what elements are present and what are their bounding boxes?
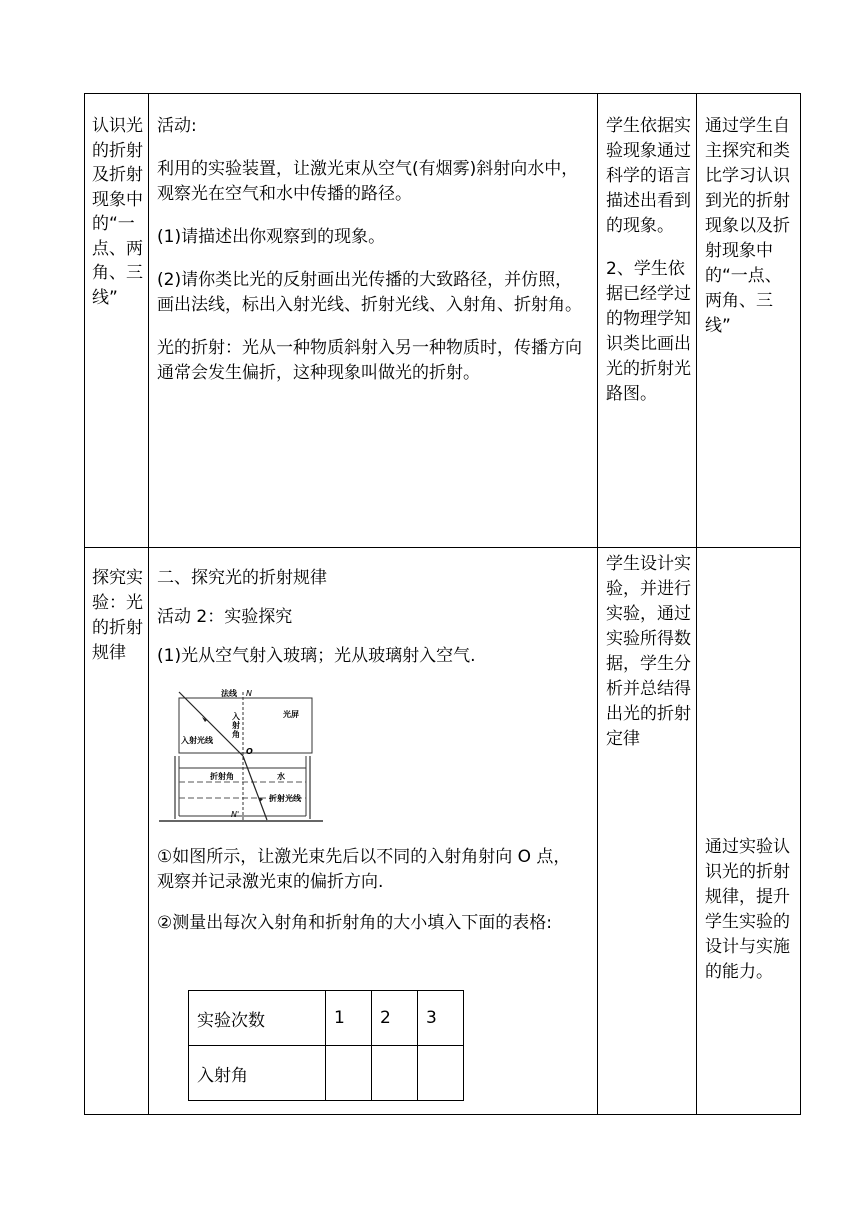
figure-incident-angle-label: 入射角 bbox=[232, 712, 240, 739]
row2-intent: 通过实验认识光的折射规律，提升学生实验的设计与实施的能力。 bbox=[705, 837, 790, 982]
row1-student bbox=[606, 114, 692, 407]
row1-topic: 认识光的折射及折射现象中的“一点、两角、三线” bbox=[92, 116, 143, 308]
table-header-cell: 实验次数 bbox=[189, 991, 326, 1046]
figure-incident-ray-label: 入射光线 bbox=[181, 736, 213, 745]
row2-activity: 活动 2：实验探究 bbox=[157, 607, 293, 627]
row2-content bbox=[157, 566, 587, 669]
row-divider bbox=[84, 547, 801, 548]
row1-activity-label: 活动: bbox=[157, 116, 197, 136]
row1-question-2: (2)请你类比光的反射画出光传播的大致路径，并仿照，画出法线，标出入射光线、折射光线、入射角、折射角。 bbox=[157, 270, 582, 315]
table-border-right bbox=[800, 93, 801, 1115]
table-border-top bbox=[84, 93, 801, 94]
refraction-apparatus-figure bbox=[157, 684, 327, 829]
figure-screen-label: 光屏 bbox=[283, 710, 299, 719]
figure-refraction-angle-label: 折射角 bbox=[210, 772, 234, 781]
figure-water-label: 水 bbox=[277, 772, 285, 781]
figure-o-label: O bbox=[246, 747, 253, 756]
table-row bbox=[189, 991, 464, 1046]
table-header-cell: 1 bbox=[326, 991, 372, 1046]
row1-definition: 光的折射：光从一种物质斜射入另一种物质时，传播方向通常会发生偏折，这种现象叫做光的折射。 bbox=[157, 338, 582, 383]
row1-student-1: 学生依据实验现象通过科学的语言描述出看到的现象。 bbox=[606, 116, 691, 236]
row1-content bbox=[157, 114, 587, 386]
row2-step-1: ①如图所示，让激光束先后以不同的入射角射向 O 点，观察并记录激光束的偏折方向. bbox=[157, 847, 571, 892]
column-divider-3 bbox=[696, 93, 697, 1115]
figure-n-top-label: N bbox=[246, 689, 252, 698]
table-border-left bbox=[84, 93, 85, 1115]
row1-student-2: 2、学生依据已经学过的物理学知识类比画出光的折射光路图。 bbox=[606, 259, 691, 404]
table-cell: 入射角 bbox=[189, 1046, 326, 1101]
column-divider-1 bbox=[148, 93, 149, 1115]
figure-refracted-ray-label: 折射光线 bbox=[269, 794, 301, 803]
row2-student: 学生设计实验，并进行实验，通过实验所得数据，学生分析并总结得出光的折射定律 bbox=[606, 554, 691, 749]
table-header-cell: 3 bbox=[418, 991, 464, 1046]
row2-step-2: ②测量出每次入射角和折射角的大小填入下面的表格: bbox=[157, 913, 552, 933]
row2-heading: 二、探究光的折射规律 bbox=[157, 568, 327, 588]
column-divider-2 bbox=[597, 93, 598, 1115]
row2-steps bbox=[157, 845, 587, 936]
table-cell[interactable] bbox=[326, 1046, 372, 1101]
row1-question-1: (1)请描述出你观察到的现象。 bbox=[157, 227, 386, 247]
data-table bbox=[188, 990, 464, 1101]
figure-n-bottom-label: N' bbox=[231, 810, 240, 819]
table-border-bottom bbox=[84, 1114, 801, 1115]
table-row bbox=[189, 1046, 464, 1101]
table-header-cell: 2 bbox=[372, 991, 418, 1046]
table-cell[interactable] bbox=[418, 1046, 464, 1101]
row2-topic: 探究实验：光的折射规律 bbox=[92, 568, 143, 663]
figure-normal-label: 法线 bbox=[221, 689, 237, 698]
row1-paragraph: 利用的实验装置，让激光束从空气(有烟雾)斜射向水中，观察光在空气和水中传播的路径。 bbox=[157, 159, 579, 204]
table-cell[interactable] bbox=[372, 1046, 418, 1101]
row2-item-1: (1)光从空气射入玻璃；光从玻璃射入空气. bbox=[157, 646, 476, 666]
row1-intent: 通过学生自主探究和类比学习认识到光的折射现象以及折射现象中的“一点、两角、三线” bbox=[705, 116, 790, 336]
